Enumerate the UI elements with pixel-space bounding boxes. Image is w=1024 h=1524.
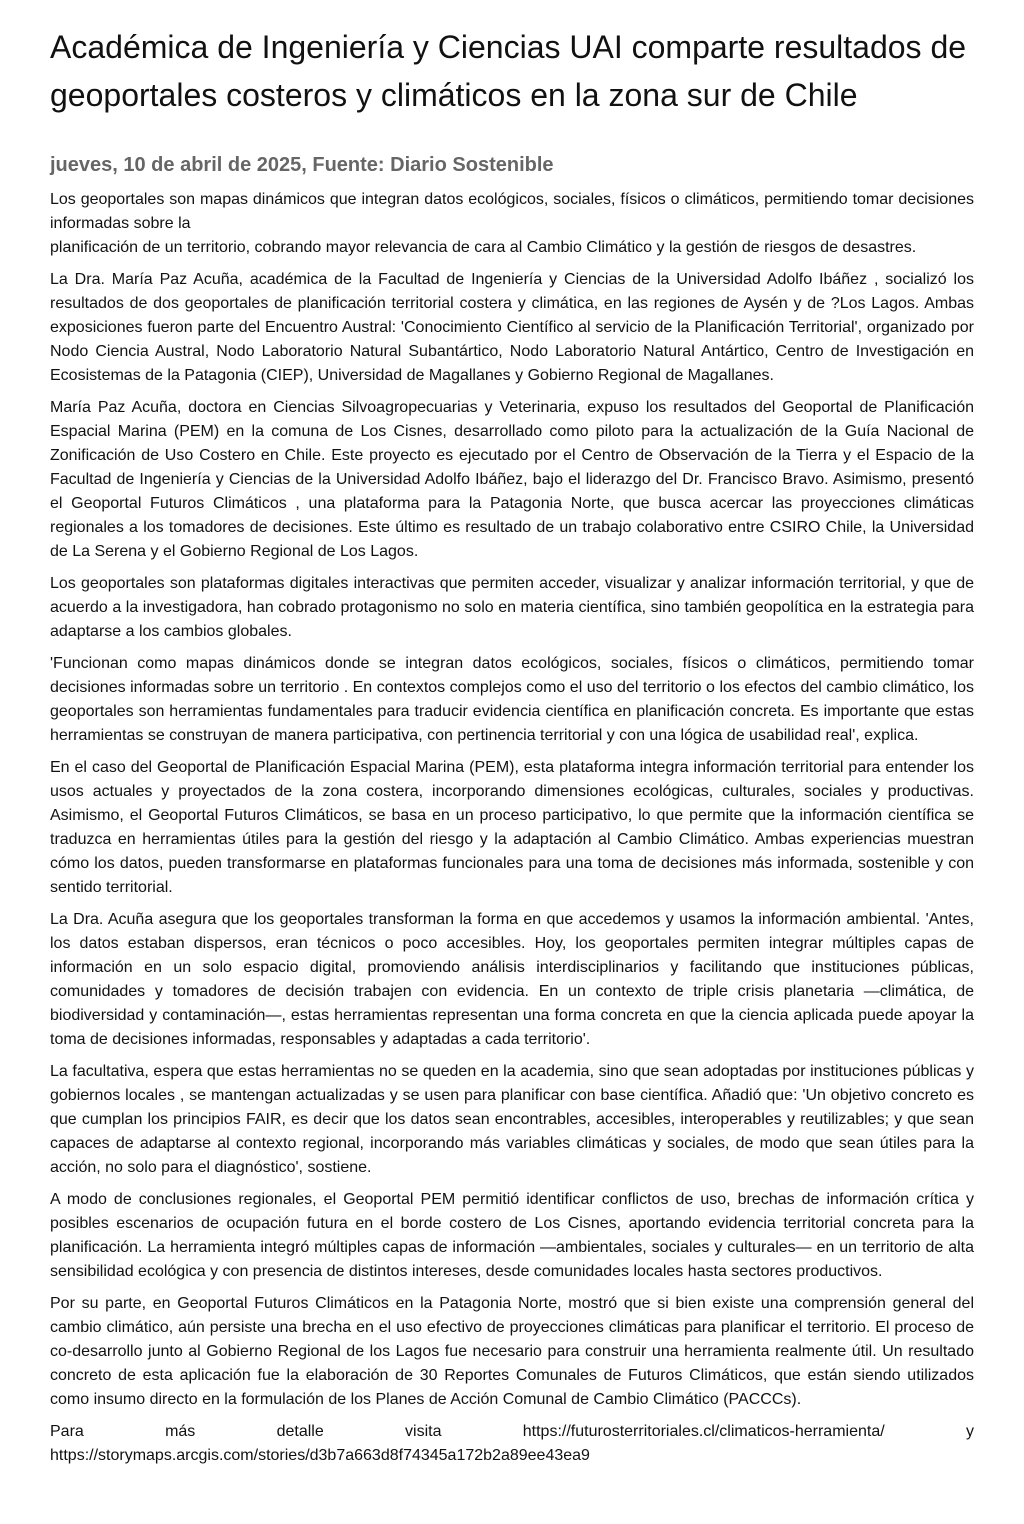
intro-paragraph [50,188,974,260]
more-info-word: visita [405,1423,442,1440]
more-info-line [50,1420,974,1444]
more-info-conjunction: y [965,1423,974,1440]
body-paragraph-6: La Dra. Acuña asegura que los geoportales transforman la forma en que accedemos y usamos la información ambiental. 'Antes, los datos estaban dispersos, eran técnicos o poco accesibles. Hoy, los geoportales permiten integrar múltiples capas de información en un solo espacio digital, promoviendo análisis interdisciplinarios y facilitando que instituciones públicas, comunidades y tomadores de decisión trabajen con evidencia. En un contexto de triple crisis planetaria —climática, de biodiversidad y contaminación—, estas herramientas representan una forma concreta en que la ciencia aplicada puede apoyar la toma de decisiones informadas, responsables y adaptadas a cada territorio'. [50,911,974,1048]
body-paragraph-7: La facultativa, espera que estas herramientas no se queden en la academia, sino que sean adoptadas por instituciones públicas y gobiernos locales , se mantengan actualizadas y se usen para planificar con base científica. Añadió que: 'Un objetivo concreto es que cumplan los principios FAIR, es decir que los datos sean encontrables, accesibles, interoperables y reutilizables; y que sean capaces de adaptarse al contexto regional, incorporando más variables climáticas y sociales, de modo que sean útiles para la acción, no solo para el diagnóstico', sostiene. [50,1063,974,1176]
article [50,0,974,1468]
body-paragraph-1: La Dra. María Paz Acuña, académica de la Facultad de Ingeniería y Ciencias de la Universidad Adolfo Ibáñez , socializó los resultados de dos geoportales de planificación territorial costera y climática, en las regiones de Aysén y de ?Los Lagos. Ambas exposiciones fueron parte del Encuentro Austral: 'Conocimiento Científico al servicio de la Planificación Territorial', organizado por Nodo Ciencia Austral, Nodo Laboratorio Natural Subantártico, Nodo Laboratorio Natural Antártico, Centro de Investigación en Ecosistemas de la Patagonia (CIEP), Universidad de Magallanes y Gobierno Regional de Magallanes. [50,271,974,384]
body-paragraph-4: 'Funcionan como mapas dinámicos donde se integran datos ecológicos, sociales, físicos o climáticos, permitiendo tomar decisiones informadas sobre un territorio . En contextos complejos como el uso del territorio o los efectos del cambio climático, los geoportales son herramientas fundamentales para traducir evidencia científica en planificación concreta. Es importante que estas herramientas se construyan de manera participativa, con pertinencia territorial y con una lógica de usabilidad real', explica. [50,655,974,744]
article-title: Académica de Ingeniería y Ciencias UAI comparte resultados de geoportales costeros y climáticos en la zona sur de Chile [50,29,967,113]
more-info-word: Para [50,1423,84,1440]
body-paragraph-5: En el caso del Geoportal de Planificación Espacial Marina (PEM), esta plataforma integra información territorial para entender los usos actuales y proyectados de la zona costera, incorporando dimensiones ecológicas, culturales, sociales y productivas. Asimismo, el Geoportal Futuros Climáticos, se basa en un proceso participativo, lo que permite que la información científica se traduzca en herramientas útiles para la gestión del riesgo y la adaptación al Cambio Climático. Ambas experiencias muestran cómo los datos, pueden transformarse en plataformas funcionales para una toma de decisiones más informada, sostenible y con sentido territorial. [50,759,974,896]
article-date-source: jueves, 10 de abril de 2025, Fuente: Diario Sostenible [50,154,554,176]
body-paragraph-9: Por su parte, en Geoportal Futuros Climáticos en la Patagonia Norte, mostró que si bien existe una comprensión general del cambio climático, aún persiste una brecha en el uso efectivo de proyecciones climáticas para planificar el territorio. El proceso de co-desarrollo junto al Gobierno Regional de los Lagos fue necesario para construir una herramienta realmente útil. Un resultado concreto de esta aplicación fue la elaboración de 30 Reportes Comunales de Futuros Climáticos, que están siendo utilizados como insumo directo en la formulación de los Planes de Acción Comunal de Cambio Climático (PACCCs). [50,1295,974,1408]
futuros-territoriales-link[interactable]: https://futurosterritoriales.cl/climaticos-herramienta/ [522,1423,885,1440]
intro-line-1: Los geoportales son mapas dinámicos que integran datos ecológicos, sociales, físicos o climáticos, permitiendo tomar decisiones informadas sobre la [50,191,974,232]
more-info-word: más [165,1423,196,1440]
body-paragraph-2: María Paz Acuña, doctora en Ciencias Silvoagropecuarias y Veterinaria, expuso los resultados del Geoportal de Planificación Espacial Marina (PEM) en la comuna de Los Cisnes, desarrollado como piloto para la actualización de la Guía Nacional de Zonificación de Uso Costero en Chile. Este proyecto es ejecutado por el Centro de Observación de la Tierra y el Espacio de la Facultad de Ingeniería y Ciencias de la Universidad Adolfo Ibáñez, bajo el liderazgo del Dr. Francisco Bravo. Asimismo, presentó el Geoportal Futuros Climáticos , una plataforma para la Patagonia Norte, que busca acercar las proyecciones climáticas regionales a los tomadores de decisiones. Este último es resultado de un trabajo colaborativo entre CSIRO Chile, la Universidad de La Serena y el Gobierno Regional de Los Lagos. [50,399,974,560]
body-paragraph-3: Los geoportales son plataformas digitales interactivas que permiten acceder, visualizar y analizar información territorial, y que de acuerdo a la investigadora, han cobrado protagonismo no solo en materia científica, sino también geopolítica en la estrategia para adaptarse a los cambios globales. [50,575,974,640]
storymaps-link[interactable]: https://storymaps.arcgis.com/stories/d3b7a663d8f74345a172b2a89ee43ea9 [50,1447,590,1464]
more-info-word: detalle [276,1423,324,1440]
intro-line-2: planificación de un territorio, cobrando mayor relevancia de cara al Cambio Climático y la gestión de riesgos de desastres. [50,239,917,256]
body-paragraph-8: A modo de conclusiones regionales, el Geoportal PEM permitió identificar conflictos de uso, brechas de información crítica y posibles escenarios de ocupación futura en el borde costero de Los Cisnes, aportando evidencia territorial concreta para la planificación. La herramienta integró múltiples capas de información —ambientales, sociales y culturales— en un territorio de alta sensibilidad ecológica y con presencia de distintos intereses, desde comunidades locales hasta sectores productivos. [50,1191,974,1280]
more-info-paragraph [50,1420,974,1468]
